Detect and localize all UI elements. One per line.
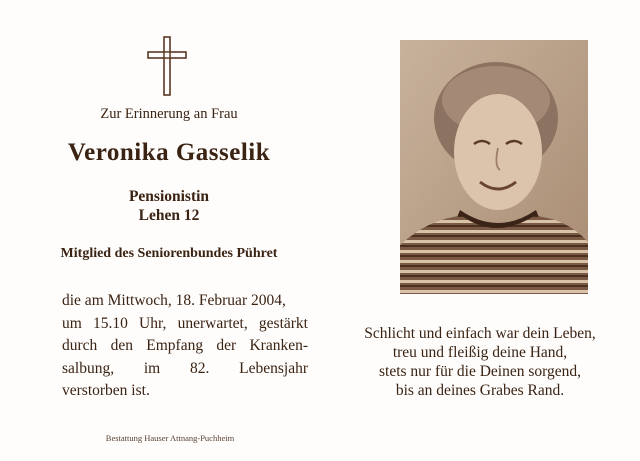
death-line: durch den Empfang der Kranken-	[62, 337, 308, 354]
deceased-name: Veronika Gasselik	[67, 139, 271, 166]
poem-line: Schlicht und einfach war dein Leben,	[364, 325, 596, 342]
memorial-poem	[330, 324, 630, 400]
death-line: die am Mittwoch, 18. Februar 2004,	[62, 292, 286, 309]
poem-line: bis an deines Grabes Rand.	[395, 382, 565, 399]
poem-line: stets nur für die Deinen sorgend,	[378, 363, 582, 380]
portrait-photo	[400, 40, 588, 294]
funeral-home-credit: Bestattung Hauser Attnang-Puchheim	[105, 433, 235, 443]
portrait-illustration	[400, 40, 588, 294]
occupation: Pensionistin	[128, 188, 210, 205]
death-line: verstorben ist.	[62, 382, 150, 399]
death-notice	[62, 290, 308, 403]
poem-line: treu und fleißig deine Hand,	[392, 344, 568, 361]
death-line: um 15.10 Uhr, unerwartet, gestärkt	[62, 314, 308, 332]
death-line: salbung, im 82. Lebensjahr	[62, 359, 308, 377]
intro-text: Zur Erinnerung an Frau	[100, 106, 238, 122]
membership: Mitglied des Seniorenbundes Pühret	[60, 246, 278, 261]
cross-icon	[145, 36, 189, 96]
address: Lehen 12	[138, 207, 200, 224]
